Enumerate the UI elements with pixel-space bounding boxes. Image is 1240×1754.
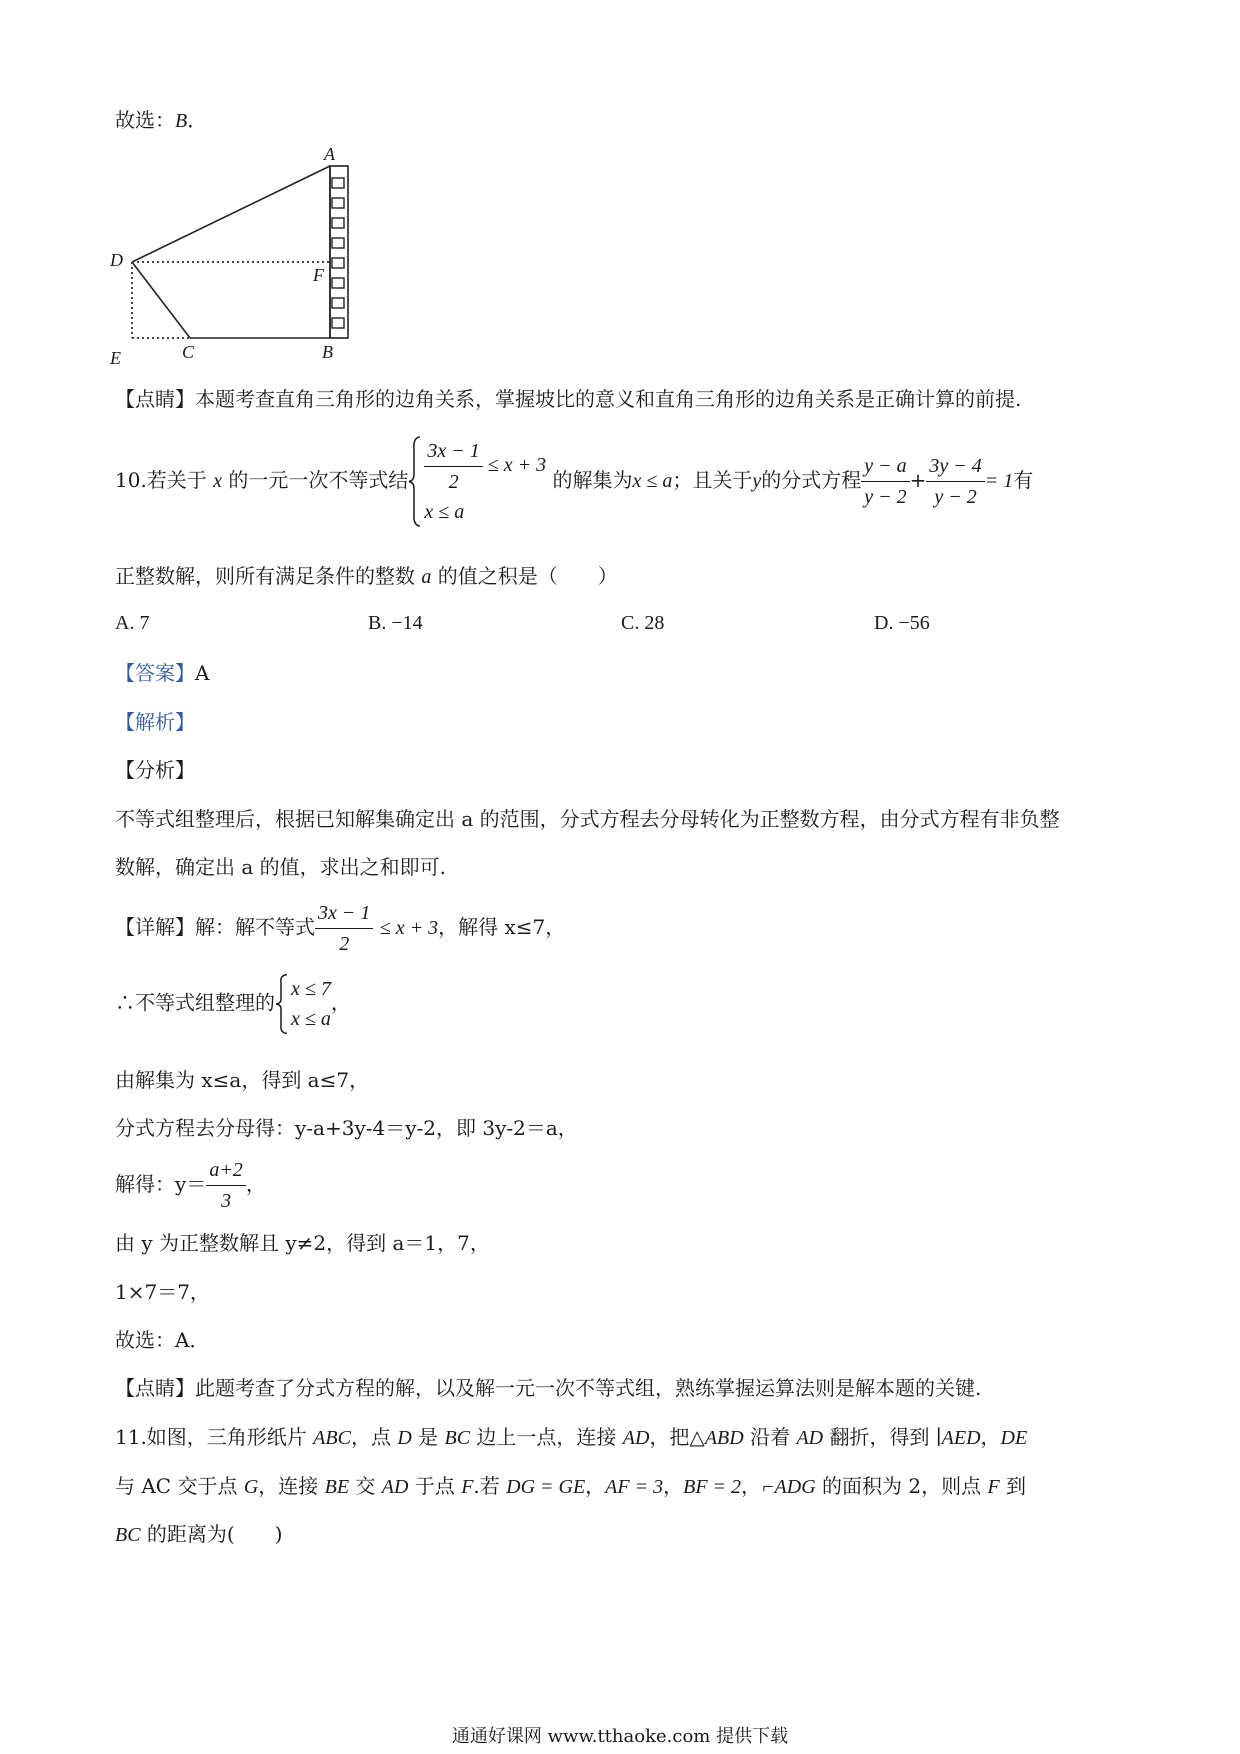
answer-line: 【答案】A: [115, 661, 210, 685]
q10-fraction-1: $\frac{y - a}{y - 2}$: [861, 451, 909, 512]
detail-line-3: 由解集为 x≤a，得到 a≤7，: [115, 1068, 370, 1092]
detail-line-1: 【详解】解：解不等式 $\frac{3x - 1}{2}$ ≤ x + 3，解得 x≤7，: [115, 898, 565, 959]
q11-line-1: 11.如图，三角形纸片 ABC，点 D 是 BC 边上一点，连接 AD，把△ABD 沿着 AD 翻折，得到 ∣AED，DE: [115, 1425, 1028, 1449]
q11-line-3: BC 的距离为( ): [115, 1522, 283, 1546]
detail-line-7: 1×7＝7，: [115, 1280, 210, 1304]
detail-fraction-y: $\frac{a+2}{3}$: [206, 1155, 246, 1216]
brace-icon: [275, 974, 289, 1034]
label-C: C: [182, 342, 195, 362]
brace-icon: [408, 436, 422, 527]
label-A: A: [324, 144, 335, 164]
detail-line-5: 解得：y＝ $\frac{a+2}{3}$ ，: [115, 1155, 266, 1216]
q10-option-d[interactable]: D. −56: [874, 612, 930, 634]
segment-DC: [132, 262, 190, 338]
detail-line-8: 故选：A．: [115, 1328, 210, 1352]
detail-inequality-system: x ≤ 7 x ≤ a: [275, 974, 331, 1034]
label-B: B: [322, 342, 333, 362]
q10-inequality-system: $\frac{3x - 1}{2}$ ≤ x + 3 x ≤ a: [408, 436, 546, 527]
label-D: D: [110, 250, 123, 270]
label-F: F: [313, 265, 324, 285]
prev-pointer: 【点睛】本题考查直角三角形的边角关系，掌握坡比的意义和直角三角形的边角关系是正确计算的前提.: [115, 387, 1022, 411]
detail-line-4: 分式方程去分母得：y-a+3y-4＝y-2，即 3y-2＝a，: [115, 1116, 578, 1140]
q10-stem-line2: 正整数解，则所有满足条件的整数 a 的值之积是（ ）: [115, 564, 618, 588]
fenxi-tag: 【分析】: [115, 758, 195, 782]
q10-option-b[interactable]: B. −14: [368, 612, 423, 634]
detail-line-6: 由 y 为正整数解且 y≠2，得到 a＝1，7，: [115, 1231, 490, 1255]
label-E: E: [110, 348, 121, 368]
detail-pointer: 【点睛】此题考查了分式方程的解，以及解一元一次不等式组，熟练掌握运算法则是解本题的关键.: [115, 1376, 982, 1400]
segment-DA: [132, 166, 330, 262]
analysis-tag: 【解析】: [115, 710, 195, 734]
q10-fraction-2: $\frac{3y - 4}{y - 2}$: [926, 451, 984, 512]
prev-choose: 故选：B．: [115, 108, 208, 132]
ruler-frame: [330, 166, 348, 338]
slope-figure: [110, 140, 380, 375]
fenxi-line-2: 数解，确定出 a 的值，求出之和即可.: [115, 855, 446, 879]
q11-line-2: 与 AC 交于点 G，连接 BE 交 AD 于点 F.若 DG = GE，AF = 3，BF = 2，⌐ADG 的面积为 2，则点 F 到: [115, 1474, 1027, 1498]
q10-stem: 10.若关于 x 的一元一次不等式结 $\frac{3x - 1}{2}$ ≤ x + 3 x ≤ a 的解集为x ≤ a；且关于y的分式方程 $\frac{y - a}{y - 2}$ + $\frac{3y - 4}{y - 2}$ = 1有: [115, 436, 1033, 527]
q10-option-a[interactable]: A. 7: [115, 612, 150, 634]
page-footer: 通通好课网 www.tthaoke.com 提供下载: [451, 1726, 789, 1747]
detail-line-2: ∴不等式组整理的 x ≤ 7 x ≤ a ，: [115, 974, 351, 1034]
q10-option-c[interactable]: C. 28: [621, 612, 665, 634]
detail-fraction: $\frac{3x - 1}{2}$: [315, 898, 373, 959]
fenxi-line-1: 不等式组整理后，根据已知解集确定出 a 的范围，分式方程去分母转化为正整数方程，由分式方程有非负整: [115, 807, 1060, 831]
